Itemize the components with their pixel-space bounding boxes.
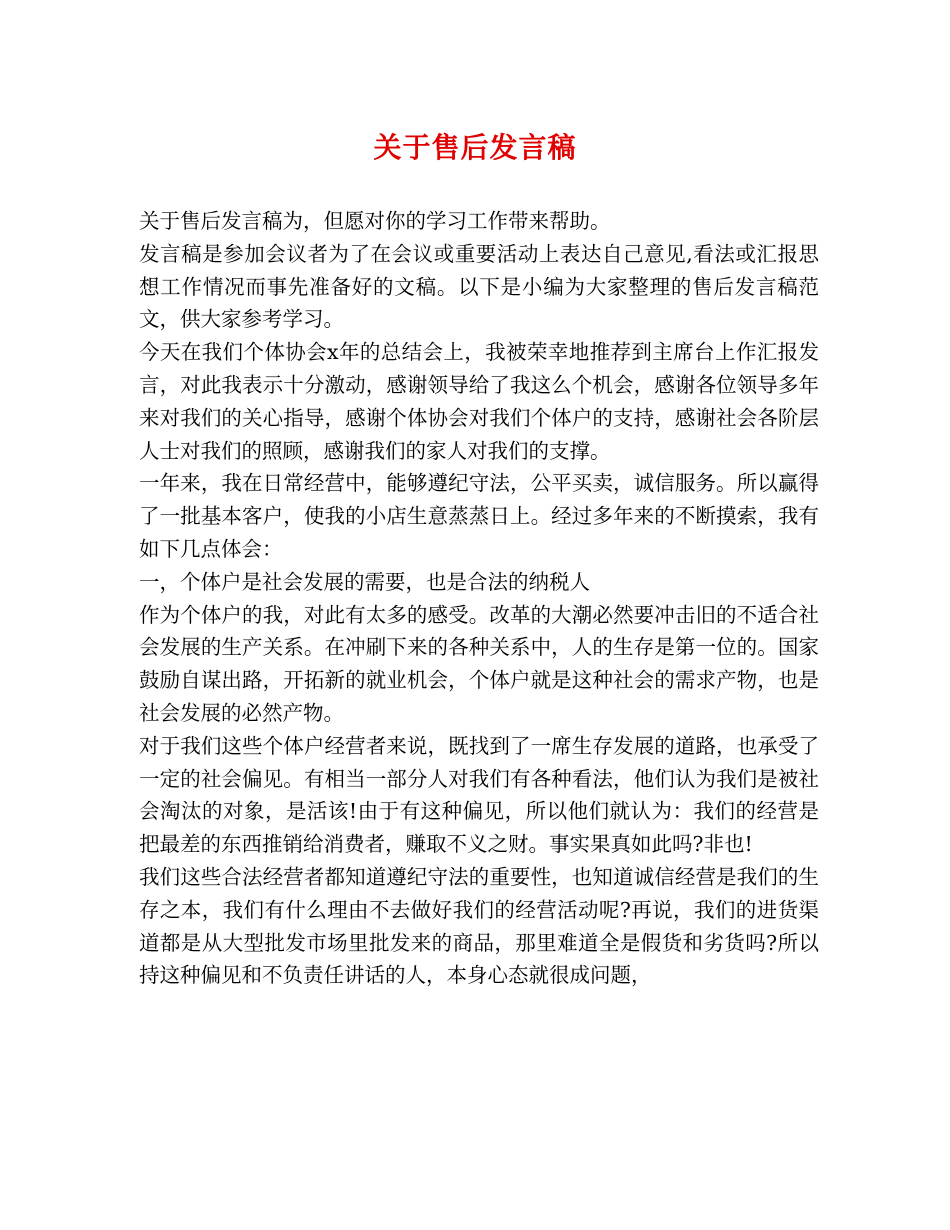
paragraph-8: 我们这些合法经营者都知道遵纪守法的重要性，也知道诚信经营是我们的生存之本，我们有什么理由不去做好我们的经营活动呢?再说，我们的进货渠道都是从大型批发市场里批发来的商品，那里难道全是假货和劣货吗?所以持这种偏见和不负责任讲话的人，本身心态就很成问题， — [139, 864, 819, 988]
paragraph-6: 作为个体户的我，对此有太多的感受。改革的大潮必然要冲击旧的不适合社会发展的生产关系。在冲刷下来的各种关系中，人的生存是第一位的。国家鼓励自谋出路，开拓新的就业机会，个体户就是这种社会的需求产物，也是社会发展的必然产物。 — [139, 602, 819, 725]
paragraph-5-heading: 一，个体户是社会发展的需要，也是合法的纳税人 — [139, 569, 590, 594]
paragraph-2: 发言稿是参加会议者为了在会议或重要活动上表达自己意见,看法或汇报思想工作情况而事先准备好的文稿。以下是小编为大家整理的售后发言稿范文，供大家参考学习。 — [139, 241, 819, 332]
paragraph-4: 一年来，我在日常经营中，能够遵纪守法，公平买卖，诚信服务。所以赢得了一批基本客户，使我的小店生意蒸蒸日上。经过多年来的不断摸索，我有如下几点体会： — [139, 471, 819, 561]
paragraph-7: 对于我们这些个体户经营者来说，既找到了一席生存发展的道路，也承受了一定的社会偏见。有相当一部分人对我们有各种看法，他们认为我们是被社会淘汰的对象，是活该!由于有这种偏见，所以他们就认为：我们的经营是把最差的东西推销给消费者，赚取不义之财。事实果真如此吗?非也! — [139, 733, 819, 857]
document-title: 关于售后发言稿 — [373, 131, 577, 164]
document-body — [139, 205, 819, 992]
paragraph-3: 今天在我们个体协会x年的总结会上，我被荣幸地推荐到主席台上作汇报发言，对此我表示十分激动，感谢领导给了我这么个机会，感谢各位领导多年来对我们的关心指导，感谢个体协会对我们个体户的支持，感谢社会各阶层人士对我们的照顾，感谢我们的家人对我们的支撑。 — [139, 340, 819, 463]
paragraph-1: 关于售后发言稿为，但愿对你的学习工作带来帮助。 — [139, 209, 611, 233]
